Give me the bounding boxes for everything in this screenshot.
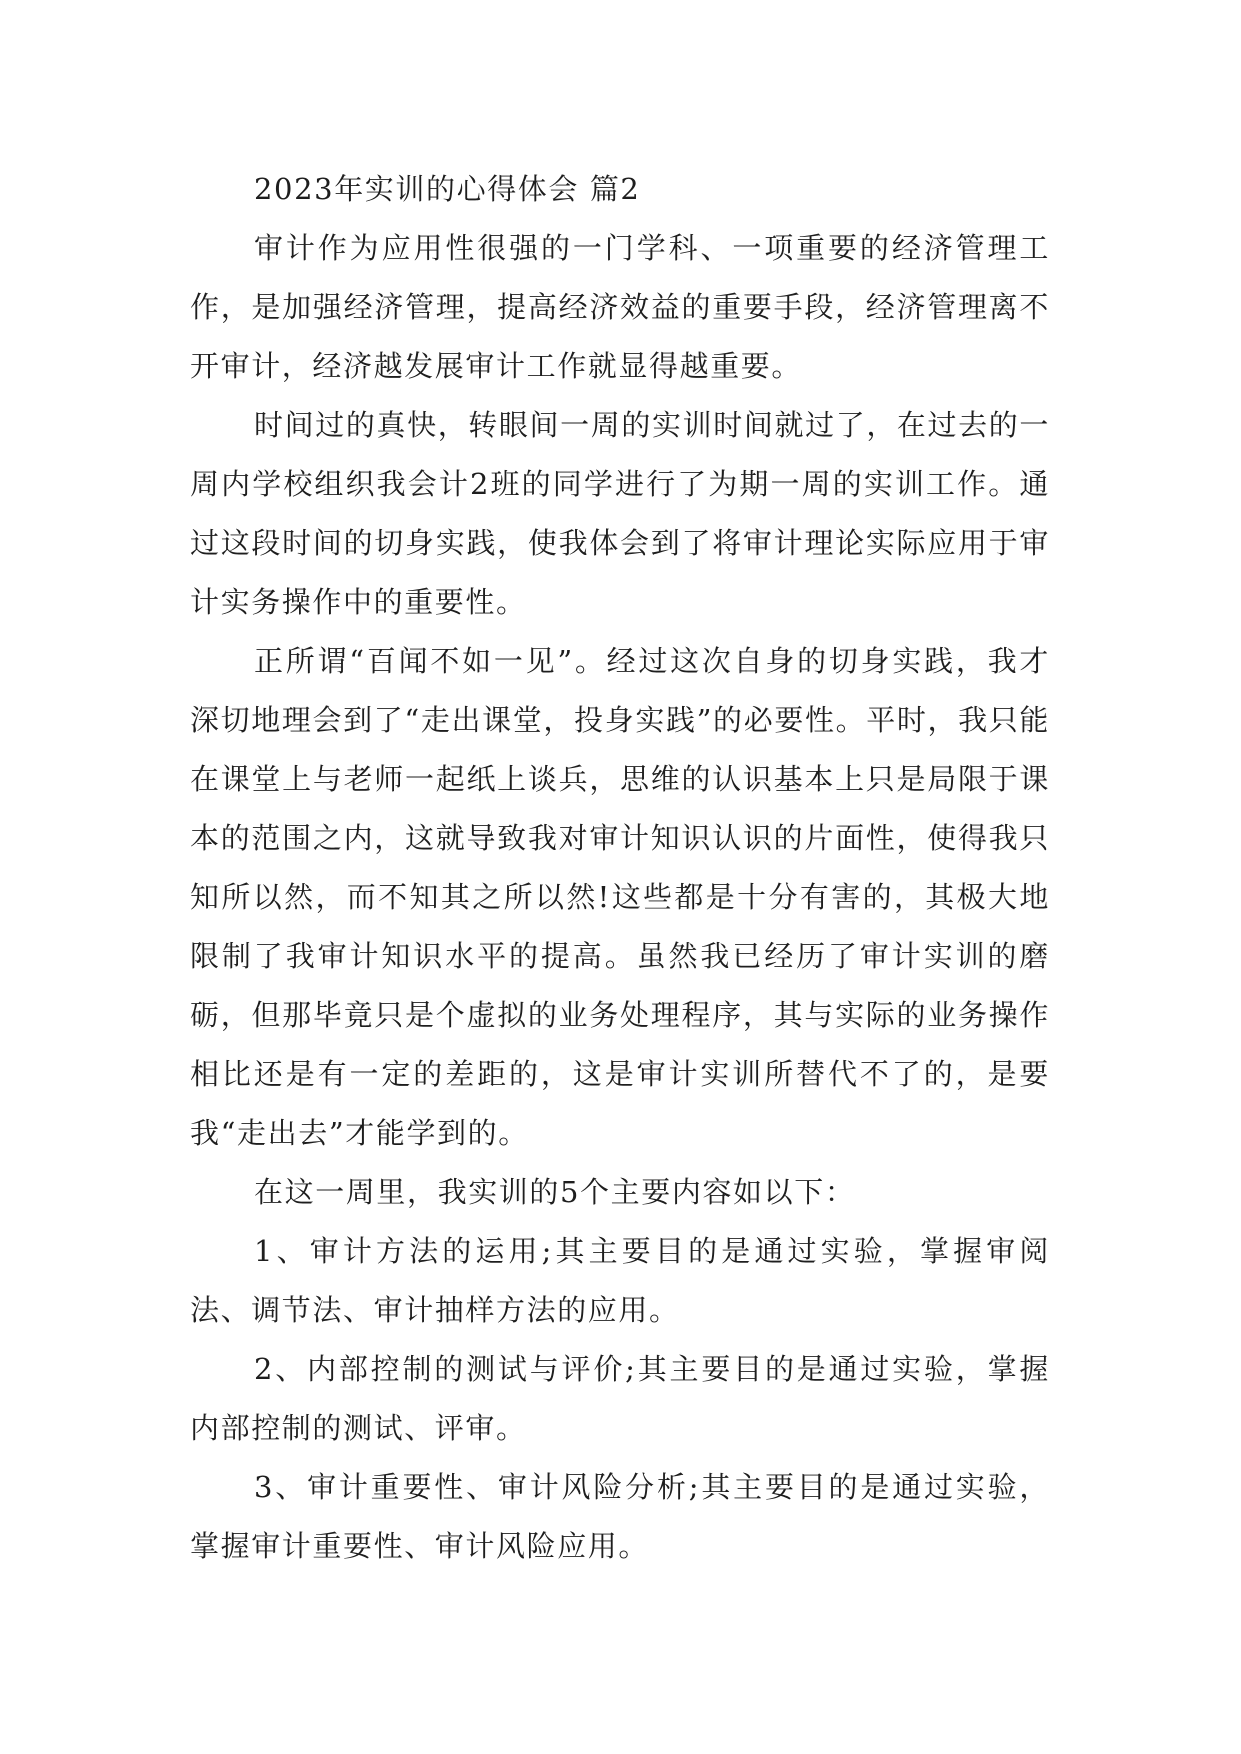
paragraph-2: 时间过的真快，转眼间一周的实训时间就过了，在过去的一周内学校组织我会计2班的同学进行了为期一周的实训工作。通过这段时间的切身实践，使我体会到了将审计理论实际应用于审计实务操作中的重要性。 (190, 408, 1050, 619)
list-item-1: 1、审计方法的运用;其主要目的是通过实验，掌握审阅法、调节法、审计抽样方法的应用。 (190, 1234, 1050, 1327)
document-body (190, 160, 1050, 1576)
list-item-2: 2、内部控制的测试与评价;其主要目的是通过实验，掌握内部控制的测试、评审。 (190, 1352, 1050, 1445)
paragraph-4: 在这一周里，我实训的5个主要内容如以下： (254, 1175, 856, 1209)
list-item-3: 3、审计重要性、审计风险分析;其主要目的是通过实验，掌握审计重要性、审计风险应用。 (190, 1470, 1050, 1563)
paragraph-3: 正所谓“百闻不如一见”。经过这次自身的切身实践，我才深切地理会到了“走出课堂，投身实践”的必要性。平时，我只能在课堂上与老师一起纸上谈兵，思维的认识基本上只是局限于课本的范围之内，这就导致我对审计知识认识的片面性，使得我只知所以然，而不知其之所以然!这些都是十分有害的，其极大地限制了我审计知识水平的提高。虽然我已经历了审计实训的磨砺，但那毕竟只是个虚拟的业务处理程序，其与实际的业务操作相比还是有一定的差距的，这是审计实训所替代不了的，是要我“走出去”才能学到的。 (190, 644, 1050, 1150)
paragraph-1: 审计作为应用性很强的一门学科、一项重要的经济管理工作，是加强经济管理，提高经济效益的重要手段，经济管理离不开审计，经济越发展审计工作就显得越重要。 (190, 231, 1050, 383)
section-title: 2023年实训的心得体会 篇2 (254, 172, 641, 206)
